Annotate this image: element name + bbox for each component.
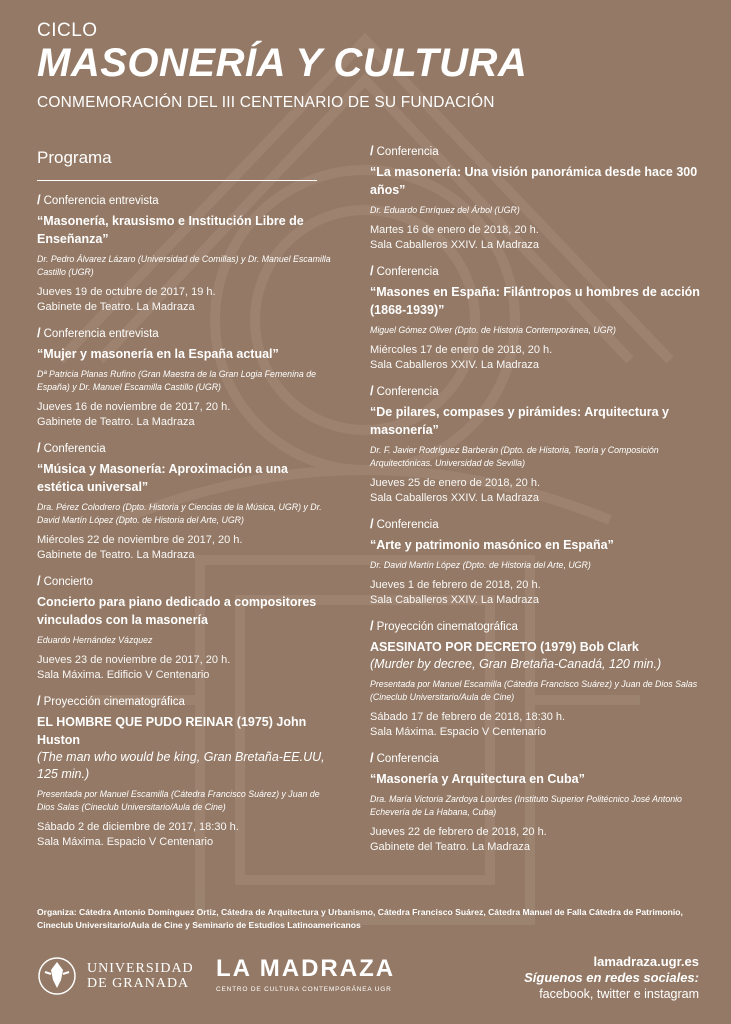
event-title: “Mujer y masonería en la España actual”	[37, 347, 279, 361]
madraza-logo	[216, 956, 395, 993]
event-title: “La masonería: Una visión panorámica desde hace 300 años”	[370, 165, 698, 197]
event-item	[370, 383, 700, 506]
event-place: Gabinete de Teatro. La Madraza	[37, 549, 195, 561]
right-column	[370, 143, 700, 865]
event-type: / Conferencia entrevista	[37, 192, 159, 207]
event-place: Gabinete de Teatro. La Madraza	[37, 416, 195, 428]
event-item	[37, 192, 337, 315]
social-networks: facebook, twitter e instagram	[539, 987, 699, 1001]
event-type: / Conferencia	[37, 440, 106, 455]
event-title-sub: (The man who would be king, Gran Bretaña-EE.UU, 125 min.)	[37, 750, 325, 781]
programa-divider	[37, 180, 317, 181]
event-speakers: Eduardo Hernández Vázquez	[37, 635, 153, 645]
event-title: Concierto para piano dedicado a compositores vinculados con la masonería	[37, 595, 317, 627]
event-speakers: Presentada por Manuel Escamilla (Cátedra Francisco Suárez) y Juan de Dios Salas (Cineclub Universitario/Aula de Cine)	[37, 789, 320, 812]
madraza-subtitle: CENTRO DE CULTURA CONTEMPORÁNEA UGR	[216, 986, 392, 993]
event-place: Gabinete de Teatro. La Madraza	[37, 301, 195, 313]
event-date: Jueves 25 de enero de 2018, 20 h.	[370, 477, 541, 489]
social-block	[524, 954, 699, 1002]
event-item	[37, 440, 337, 563]
event-date: Jueves 16 de noviembre de 2017, 20 h.	[37, 401, 231, 413]
event-date: Jueves 1 de febrero de 2018, 20 h.	[370, 579, 541, 591]
event-date: Jueves 22 de febrero de 2018, 20 h.	[370, 826, 547, 838]
event-item	[37, 693, 337, 850]
event-item	[370, 143, 700, 253]
event-title: “Masonería y Arquitectura en Cuba”	[370, 772, 585, 786]
event-place: Sala Caballeros XXIV. La Madraza	[370, 239, 539, 251]
event-title: “Música y Masonería: Aproximación a una estética universal”	[37, 462, 288, 494]
event-place: Sala Máxima. Edificio V Centenario	[37, 669, 210, 681]
event-place: Sala Caballeros XXIV. La Madraza	[370, 359, 539, 371]
event-date: Martes 16 de enero de 2018, 20 h.	[370, 224, 539, 236]
event-title: “Masonería, krausismo e Institución Libre de Enseñanza”	[37, 214, 304, 246]
event-item	[370, 263, 700, 373]
event-title: “De pilares, compases y pirámides: Arquitectura y masonería”	[370, 405, 669, 437]
event-type: / Conferencia entrevista	[37, 325, 159, 340]
event-speakers: Dr. Pedro Álvarez Lázaro (Universidad de Comillas) y Dr. Manuel Escamilla Castillo (UGR)	[37, 254, 331, 277]
ugr-line1: UNIVERSIDAD	[87, 961, 194, 976]
ugr-logo	[37, 956, 194, 996]
event-speakers: Miguel Gómez Oliver (Dpto. de Historia Contemporánea, UGR)	[370, 325, 616, 335]
event-place: Sala Caballeros XXIV. La Madraza	[370, 492, 539, 504]
event-type: / Conferencia	[370, 143, 439, 158]
event-type: / Conferencia	[370, 383, 439, 398]
event-place: Sala Máxima. Espacio V Centenario	[370, 726, 547, 738]
ciclo-label: CICLO	[37, 20, 98, 41]
left-column	[37, 192, 337, 860]
event-item	[37, 325, 337, 430]
event-type: / Conferencia	[370, 750, 439, 765]
event-type: / Conferencia	[370, 516, 439, 531]
event-date: Miércoles 17 de enero de 2018, 20 h.	[370, 344, 553, 356]
event-title: ASESINATO POR DECRETO (1979) Bob Clark	[370, 640, 639, 654]
event-speakers: Dr. Eduardo Enríquez del Árbol (UGR)	[370, 205, 520, 215]
organizers-text: Organiza: Cátedra Antonio Domínguez Ortiz, Cátedra de Arquitectura y Urbanismo, Cátedra Francisco Suárez, Cátedra Manuel de Falla Cátedra de Patrimonio, Cineclub Universitario/Aula de Cine y Seminario de Estudios Latinoamericanos	[37, 907, 683, 930]
event-place: Sala Máxima. Espacio V Centenario	[37, 836, 214, 848]
event-type: / Proyección cinematográfica	[37, 693, 185, 708]
event-speakers: Dr. F. Javier Rodríguez Barberán (Dpto. de Historia, Teoría y Composición Arquitectónicas. Universidad de Sevilla)	[370, 445, 659, 468]
madraza-title: LA MADRAZA	[216, 955, 396, 982]
event-type: / Concierto	[37, 573, 93, 588]
event-speakers: Dra. Pérez Colodrero (Dpto. Historia y Ciencias de la Música, UGR) y Dr. David Martín López (Dpto. de Historia del Arte, UGR)	[37, 502, 322, 525]
follow-label: Síguenos en redes sociales:	[524, 970, 699, 985]
event-speakers: Dra. María Victoria Zardoya Lourdes (Instituto Superior Politécnico José Antonio Echevería de La Habana, Cuba)	[370, 794, 682, 817]
event-date: Jueves 19 de octubre de 2017, 19 h.	[37, 286, 216, 298]
event-type: / Conferencia	[370, 263, 439, 278]
event-date: Miércoles 22 de noviembre de 2017, 20 h.	[37, 534, 243, 546]
event-speakers: Presentada por Manuel Escamilla (Cátedra Francisco Suárez) y Juan de Dios Salas (Cineclub Universitario/Aula de Cine)	[370, 679, 698, 702]
subtitle: CONMEMORACIÓN DEL III CENTENARIO DE SU FUNDACIÓN	[37, 94, 495, 111]
event-item	[370, 516, 700, 608]
event-item	[370, 750, 700, 855]
event-speakers: Dª Patricia Planas Rufino (Gran Maestra de la Gran Logia Femenina de España) y Dr. Manuel Escamilla Castillo (UGR)	[37, 369, 317, 392]
event-speakers: Dr. David Martín López (Dpto. de Historia del Arte, UGR)	[370, 560, 591, 570]
event-item	[370, 618, 700, 740]
website-link[interactable]: lamadraza.ugr.es	[593, 954, 699, 969]
event-title: “Masones en España: Filántropos u hombres de acción (1868-1939)”	[370, 285, 700, 317]
event-place: Sala Caballeros XXIV. La Madraza	[370, 594, 539, 606]
programa-label: Programa	[37, 148, 112, 167]
event-item	[37, 573, 337, 683]
event-title: EL HOMBRE QUE PUDO REINAR (1975) John Huston	[37, 715, 307, 747]
event-place: Gabinete del Teatro. La Madraza	[370, 841, 531, 853]
ugr-line2: DE GRANADA	[87, 976, 190, 991]
event-type: / Proyección cinematográfica	[370, 618, 518, 633]
event-date: Sábado 2 de diciembre de 2017, 18:30 h.	[37, 821, 239, 833]
event-title-sub: (Murder by decree, Gran Bretaña-Canadá, 120 min.)	[370, 657, 662, 671]
event-date: Jueves 23 de noviembre de 2017, 20 h.	[37, 654, 231, 666]
header	[37, 20, 527, 112]
main-title: MASONERÍA Y CULTURA	[37, 41, 528, 85]
university-crest-icon	[37, 956, 77, 996]
event-title: “Arte y patrimonio masónico en España”	[370, 538, 614, 552]
event-date: Sábado 17 de febrero de 2018, 18:30 h.	[370, 711, 566, 723]
